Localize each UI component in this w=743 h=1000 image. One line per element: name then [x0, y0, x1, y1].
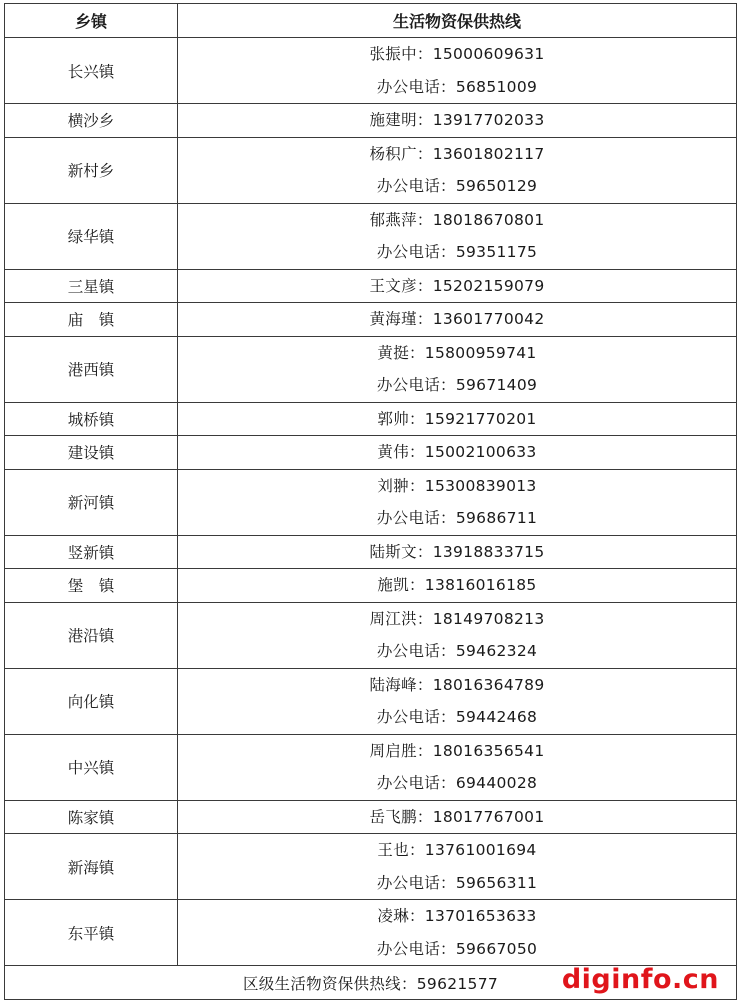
- contact-phone: 王文彦：15202159079: [369, 276, 545, 295]
- hotline-cell: [178, 336, 737, 402]
- town-name: 堡 镇: [5, 569, 178, 603]
- header-town: 乡镇: [5, 4, 178, 38]
- town-name: 绿华镇: [5, 203, 178, 269]
- contact-phone: 王也：13761001694: [377, 841, 537, 859]
- office-phone: 办公电话：59650129: [376, 177, 538, 195]
- contact-phone: 黄挺：15800959741: [377, 343, 537, 362]
- contact-phone: 刘翀：15300839013: [377, 476, 537, 495]
- hotline-cell: [178, 104, 737, 138]
- town-name: 陈家镇: [5, 800, 178, 834]
- town-name: 竖新镇: [5, 535, 178, 569]
- hotline-cell: [178, 469, 737, 535]
- town-name: 城桥镇: [5, 402, 178, 436]
- contact-phone: 岳飞鹏：18017767001: [369, 807, 545, 826]
- table-row: [5, 800, 737, 834]
- table-row: [5, 137, 737, 203]
- town-name: 港沿镇: [5, 602, 178, 668]
- office-phone: 办公电话：69440028: [376, 774, 538, 792]
- table-row: [5, 336, 737, 402]
- town-name: 新河镇: [5, 469, 178, 535]
- hotline-cell: [178, 602, 737, 668]
- district-hotline: 区级生活物资保供热线：59621577: [5, 966, 737, 1000]
- hotline-cell: [178, 38, 737, 104]
- town-name: 横沙乡: [5, 104, 178, 138]
- table-row: [5, 900, 737, 966]
- office-phone: 办公电话：59667050: [376, 939, 538, 958]
- town-name: 向化镇: [5, 668, 178, 734]
- table-row: [5, 303, 737, 337]
- table-row: [5, 436, 737, 470]
- hotline-cell: [178, 734, 737, 800]
- hotline-cell: [178, 436, 737, 470]
- contact-phone: 陆海峰：18016364789: [369, 675, 545, 694]
- contact-phone: 黄海瑾：13601770042: [369, 310, 545, 328]
- contact-phone: 杨积广：13601802117: [369, 144, 545, 163]
- hotline-cell: [178, 535, 737, 569]
- office-phone: 办公电话：59686711: [376, 509, 538, 527]
- contact-phone: 凌琳：13701653633: [377, 907, 537, 925]
- table-row: [5, 569, 737, 603]
- hotline-cell: [178, 402, 737, 436]
- table-row: [5, 734, 737, 800]
- office-phone: 办公电话：59656311: [376, 873, 538, 892]
- hotline-cell: [178, 203, 737, 269]
- town-name: 新村乡: [5, 137, 178, 203]
- table-body: [5, 38, 737, 966]
- contact-phone: 施建明：13917702033: [369, 111, 545, 129]
- contact-phone: 周江洪：18149708213: [369, 609, 545, 628]
- town-name: 港西镇: [5, 336, 178, 402]
- table-header-row: [5, 4, 737, 38]
- table-row: [5, 668, 737, 734]
- hotline-table: [4, 3, 737, 1000]
- contact-phone: 郭帅：15921770201: [377, 409, 537, 428]
- contact-phone: 陆斯文：13918833715: [369, 542, 545, 561]
- table-row: [5, 834, 737, 900]
- hotline-cell: [178, 303, 737, 337]
- table-row: [5, 104, 737, 138]
- header-hotline: 生活物资保供热线: [178, 4, 737, 38]
- town-name: 中兴镇: [5, 734, 178, 800]
- table-row: [5, 38, 737, 104]
- office-phone: 办公电话：56851009: [376, 77, 538, 96]
- hotline-cell: [178, 900, 737, 966]
- town-name: 长兴镇: [5, 38, 178, 104]
- table-row: [5, 535, 737, 569]
- town-name: 新海镇: [5, 834, 178, 900]
- watermark-logo: diginfo.cn: [561, 964, 719, 995]
- town-name: 庙 镇: [5, 303, 178, 337]
- hotline-cell: [178, 668, 737, 734]
- contact-phone: 周启胜：18016356541: [369, 741, 545, 760]
- table-row: [5, 203, 737, 269]
- hotline-cell: [178, 834, 737, 900]
- hotline-cell: [178, 137, 737, 203]
- contact-phone: 黄伟：15002100633: [377, 443, 537, 461]
- contact-phone: 郁燕萍：18018670801: [369, 210, 545, 229]
- contact-phone: 施凯：13816016185: [377, 576, 537, 594]
- town-name: 建设镇: [5, 436, 178, 470]
- office-phone: 办公电话：59442468: [376, 708, 538, 726]
- table-row: [5, 469, 737, 535]
- office-phone: 办公电话：59351175: [376, 243, 538, 261]
- hotline-cell: [178, 269, 737, 303]
- hotline-cell: [178, 569, 737, 603]
- table-row: [5, 402, 737, 436]
- office-phone: 办公电话：59462324: [376, 642, 538, 660]
- hotline-cell: [178, 800, 737, 834]
- contact-phone: 张振中：15000609631: [369, 45, 545, 63]
- town-name: 东平镇: [5, 900, 178, 966]
- town-name: 三星镇: [5, 269, 178, 303]
- table-row: [5, 269, 737, 303]
- office-phone: 办公电话：59671409: [376, 376, 538, 394]
- table-row: [5, 602, 737, 668]
